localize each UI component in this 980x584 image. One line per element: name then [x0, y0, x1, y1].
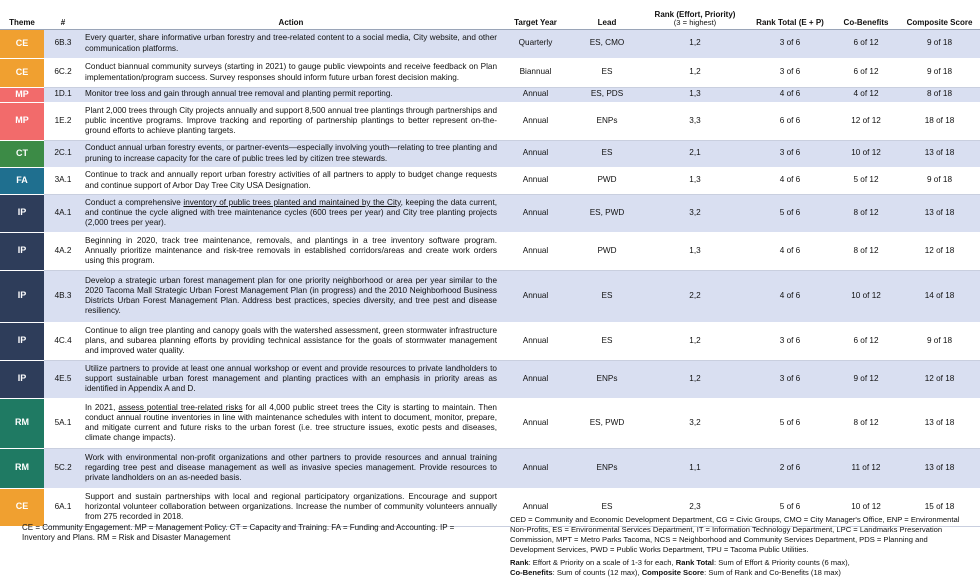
table-row [0, 448, 980, 488]
action-text: Continue to track and annually report urban forestry activities of all partners to apply to budget change requests and continue support of Arbor Day Tree City USA Designation. [82, 167, 500, 194]
action-number: 6A.1 [44, 488, 82, 526]
co-benefits: 9 of 12 [833, 360, 899, 398]
target-year: Annual [500, 448, 571, 488]
table-row [0, 58, 980, 87]
composite-score: 9 of 18 [899, 167, 980, 194]
action-number: 3A.1 [44, 167, 82, 194]
rank-term: Rank [510, 558, 529, 568]
co-benefits: 8 of 12 [833, 398, 899, 448]
action-number: 1D.1 [44, 87, 82, 102]
target-year: Biannual [500, 58, 571, 87]
target-year: Annual [500, 360, 571, 398]
co-benefits: 10 of 12 [833, 140, 899, 167]
co-benefits-term: Co-Benefits [510, 568, 553, 578]
table-row [0, 102, 980, 140]
theme-badge: CE [0, 488, 44, 526]
composite-score: 18 of 18 [899, 102, 980, 140]
action-text-lead: Conduct a comprehensive [85, 197, 184, 207]
table-row [0, 87, 980, 102]
composite-score: 13 of 18 [899, 140, 980, 167]
header-rank-scale: (3 = highest) [673, 17, 717, 27]
composite-score: 12 of 18 [899, 232, 980, 270]
composite-score: 13 of 18 [899, 448, 980, 488]
co-benefits: 11 of 12 [833, 448, 899, 488]
composite-score: 12 of 18 [899, 360, 980, 398]
action-number: 5A.1 [44, 398, 82, 448]
theme-badge: CE [0, 29, 44, 58]
action-text-rest: for all 4,000 public street trees the City is starting to maintain. Then conduct annual routine inventories in line with maintenance schedules with intent to document, monitor, prepare, and mitigate current and future risks to the urban forest (i.e. tree structure issues, exotic pests and diseases, climate change impacts). [85, 402, 497, 443]
scoring-note [510, 558, 972, 578]
header-rank-label: Rank (Effort, Priority) [654, 9, 736, 19]
target-year: Annual [500, 102, 571, 140]
theme-badge: IP [0, 232, 44, 270]
action-text-rest: , keeping the data current, and continue the cycle aligned with tree maintenance cycles (600 trees per year) and City tree planting projects (2,000 trees per year). [85, 197, 497, 228]
action-number: 4C.4 [44, 322, 82, 360]
rank-effort-priority: 1,2 [643, 360, 747, 398]
rank-total: 4 of 6 [747, 232, 833, 270]
rank-total: 4 of 6 [747, 87, 833, 102]
rank-effort-priority: 1,2 [643, 58, 747, 87]
lead-department: ES [571, 140, 643, 167]
target-year: Annual [500, 87, 571, 102]
theme-badge: RM [0, 448, 44, 488]
action-text: Plant 2,000 trees through City projects annually and support 8,500 annual tree plantings through partnerships and public incentive programs. Improve tracking and reporting of partnership plantings to better represent on-the-ground efforts to achieve planting targets. [82, 102, 500, 140]
action-text: Conduct annual urban forestry events, or partner-events—especially involving youth—relating to tree planting and pruning to increase capacity for the care of public trees led by citizen tree stewards. [82, 140, 500, 167]
co-benefits: 5 of 12 [833, 167, 899, 194]
co-benefits: 12 of 12 [833, 102, 899, 140]
header-composite-score: Composite Score [899, 0, 980, 29]
lead-department: ES [571, 322, 643, 360]
target-year: Annual [500, 194, 571, 232]
action-text: Work with environmental non-profit organizations and other partners to provide resources and annual training regarding tree pest and disease management as well as invasive species management. Provide resources to private landholders on an as-needed basis. [82, 448, 500, 488]
table-body [0, 29, 980, 526]
header-theme: Theme [0, 0, 44, 29]
rank-effort-priority: 3,2 [643, 398, 747, 448]
header-rank [643, 0, 747, 29]
action-number: 4A.2 [44, 232, 82, 270]
theme-badge: CT [0, 140, 44, 167]
theme-badge: RM [0, 398, 44, 448]
header-lead: Lead [571, 0, 643, 29]
composite-score-term: Composite Score [641, 568, 705, 578]
action-text [82, 398, 500, 448]
action-text: Beginning in 2020, track tree maintenance, removals, and plantings in a tree inventory software program. Annually prioritize maintenance and risk-tree removals in established corridors/areas and create work orders using this program. [82, 232, 500, 270]
action-text: Monitor tree loss and gain through annual tree removal and planting permit reporting. [82, 87, 500, 102]
rank-effort-priority: 1,3 [643, 87, 747, 102]
rank-total: 3 of 6 [747, 29, 833, 58]
lead-department: PWD [571, 167, 643, 194]
department-abbreviations: CED = Community and Economic Development Department, CG = Civic Groups, CMO = City Manager's Office, ENP = Environmental Non-Profits, ES = Environmental Services Department, IT = Information Technology Department, LPC = Landmarks Preservation Commission, MPT = Metro Parks Tacoma, NCS = Neighborhood and Community Services Department, PDS = Planning and Development Services, PWD = Public Works Department, TPU = Tacoma Public Utilities. [510, 515, 960, 554]
rank-effort-priority: 1,3 [643, 232, 747, 270]
target-year: Annual [500, 232, 571, 270]
table-row [0, 322, 980, 360]
lead-department: ES [571, 488, 643, 526]
target-year: Annual [500, 488, 571, 526]
composite-score: 15 of 18 [899, 488, 980, 526]
action-number: 6C.2 [44, 58, 82, 87]
header-target-year: Target Year [500, 0, 571, 29]
theme-legend-note: CE = Community Engagement. MP = Management Policy. CT = Capacity and Training. FA = Funding and Accounting. IP = Inventory and Plans. RM = Risk and Disaster Management [22, 523, 455, 543]
action-text: Utilize partners to provide at least one annual workshop or event and provide resources to private landholders to support sustainable urban forest management and planting practices with an emphasis in priority areas as identified in Appendix A and D. [82, 360, 500, 398]
action-link[interactable]: assess potential tree-related risks [118, 402, 243, 412]
table-header-row [0, 0, 980, 29]
composite-score: 13 of 18 [899, 398, 980, 448]
rank-effort-priority: 1,2 [643, 322, 747, 360]
composite-score: 9 of 18 [899, 58, 980, 87]
lead-department: ES, PDS [571, 87, 643, 102]
table-row [0, 194, 980, 232]
co-benefits: 10 of 12 [833, 488, 899, 526]
action-text: Conduct biannual community surveys (starting in 2021) to gauge public viewpoints and receive feedback on Plan implementation/program success. Survey responses should inform future urban forest decision making. [82, 58, 500, 87]
rank-total: 4 of 6 [747, 167, 833, 194]
rank-total: 3 of 6 [747, 140, 833, 167]
theme-badge: CE [0, 58, 44, 87]
target-year: Quarterly [500, 29, 571, 58]
table-row [0, 167, 980, 194]
action-number: 5C.2 [44, 448, 82, 488]
table-row [0, 270, 980, 322]
rank-total: 5 of 6 [747, 488, 833, 526]
table-row [0, 29, 980, 58]
header-action: Action [82, 0, 500, 29]
action-link[interactable]: inventory of public trees planted and maintained by the City [183, 197, 401, 207]
rank-effort-priority: 1,3 [643, 167, 747, 194]
target-year: Annual [500, 167, 571, 194]
target-year: Annual [500, 322, 571, 360]
co-benefits: 8 of 12 [833, 232, 899, 270]
lead-department: PWD [571, 232, 643, 270]
action-text: Support and sustain partnerships with local and regional participatory organizations. Encourage and support horizontal volunteer collaboration between organizations. Increase the number of community volunteers annually from 275 recorded in 2018. [82, 488, 500, 526]
action-number: 4B.3 [44, 270, 82, 322]
lead-department: ENPs [571, 360, 643, 398]
co-benefits-definition: : Sum of counts (12 max), [552, 568, 642, 578]
lead-department: ENPs [571, 102, 643, 140]
composite-score-definition: : Sum of Rank and Co-Benefits (18 max) [704, 568, 841, 578]
action-text: Every quarter, share informative urban forestry and tree-related content to a social media, City website, and other communication platforms. [82, 29, 500, 58]
lead-department: ES [571, 270, 643, 322]
rank-total: 3 of 6 [747, 360, 833, 398]
co-benefits: 10 of 12 [833, 270, 899, 322]
header-co-benefits: Co-Benefits [833, 0, 899, 29]
rank-total: 4 of 6 [747, 270, 833, 322]
theme-badge: IP [0, 360, 44, 398]
theme-badge: MP [0, 87, 44, 102]
composite-score: 8 of 18 [899, 87, 980, 102]
co-benefits: 8 of 12 [833, 194, 899, 232]
table-row [0, 398, 980, 448]
co-benefits: 6 of 12 [833, 29, 899, 58]
rank-total: 2 of 6 [747, 448, 833, 488]
abbreviation-notes [510, 515, 972, 582]
theme-badge: MP [0, 102, 44, 140]
lead-department: ES, CMO [571, 29, 643, 58]
lead-department: ENPs [571, 448, 643, 488]
rank-effort-priority: 1,2 [643, 29, 747, 58]
co-benefits: 6 of 12 [833, 58, 899, 87]
theme-badge: IP [0, 194, 44, 232]
target-year: Annual [500, 140, 571, 167]
rank-total-definition: : Sum of Effort & Priority counts (6 max), [714, 558, 850, 568]
action-number: 1E.2 [44, 102, 82, 140]
rank-effort-priority: 2,1 [643, 140, 747, 167]
target-year: Annual [500, 270, 571, 322]
rank-total: 5 of 6 [747, 398, 833, 448]
rank-total: 6 of 6 [747, 102, 833, 140]
rank-effort-priority: 3,3 [643, 102, 747, 140]
action-text: Develop a strategic urban forest management plan for one priority neighborhood or area per year similar to the 2020 Tacoma Mall Strategic Urban Forest Management Plan (in progress) and the 2010 Neighborhood Business Districts Urban Forest Management Plan. Address best practices, species diversity, and tree pest and disease resiliency. [82, 270, 500, 322]
action-number: 4A.1 [44, 194, 82, 232]
table-row [0, 232, 980, 270]
composite-score: 9 of 18 [899, 29, 980, 58]
theme-badge: FA [0, 167, 44, 194]
lead-department: ES, PWD [571, 194, 643, 232]
theme-badge: IP [0, 270, 44, 322]
lead-department: ES [571, 58, 643, 87]
theme-badge: IP [0, 322, 44, 360]
action-text: Continue to align tree planting and canopy goals with the watershed assessment, green stormwater infrastructure plans, and subarea planning efforts by providing technical assistance for the goals of stormwater management and improved water quality. [82, 322, 500, 360]
composite-score: 13 of 18 [899, 194, 980, 232]
rank-effort-priority: 3,2 [643, 194, 747, 232]
rank-effort-priority: 1,1 [643, 448, 747, 488]
action-number: 4E.5 [44, 360, 82, 398]
rank-total-term: Rank Total [675, 558, 715, 568]
table-row [0, 140, 980, 167]
co-benefits: 4 of 12 [833, 87, 899, 102]
co-benefits: 6 of 12 [833, 322, 899, 360]
rank-total: 3 of 6 [747, 322, 833, 360]
action-text [82, 194, 500, 232]
rank-effort-priority: 2,3 [643, 488, 747, 526]
target-year: Annual [500, 398, 571, 448]
header-number: # [44, 0, 82, 29]
composite-score: 9 of 18 [899, 322, 980, 360]
action-text-lead: In 2021, [85, 402, 119, 412]
rank-total: 3 of 6 [747, 58, 833, 87]
action-number: 6B.3 [44, 29, 82, 58]
lead-department: ES, PWD [571, 398, 643, 448]
action-number: 2C.1 [44, 140, 82, 167]
rank-effort-priority: 2,2 [643, 270, 747, 322]
header-rank-total: Rank Total (E + P) [747, 0, 833, 29]
table-row [0, 360, 980, 398]
rank-total: 5 of 6 [747, 194, 833, 232]
composite-score: 14 of 18 [899, 270, 980, 322]
rank-definition: : Effort & Priority on a scale of 1-3 for each, [528, 558, 676, 568]
